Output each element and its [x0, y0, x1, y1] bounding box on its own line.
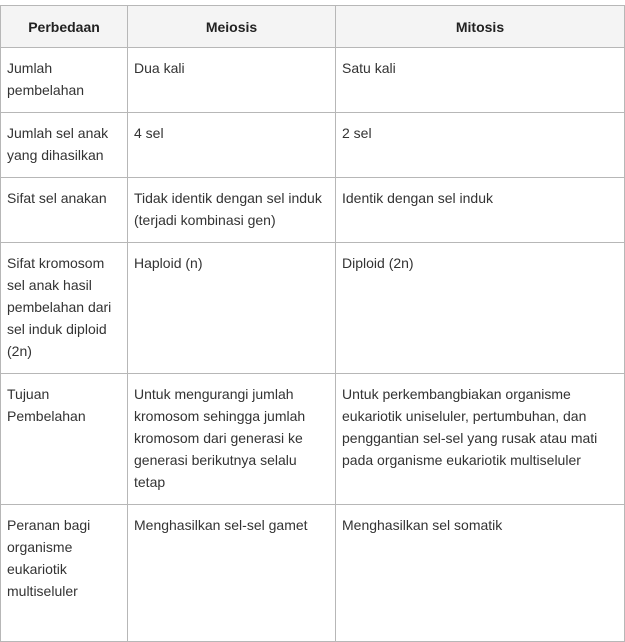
row-label-cell: Sifat sel anakan: [1, 178, 128, 243]
meiosis-cell: Dua kali: [128, 48, 336, 113]
row-label-cell: Jumlah pembelahan: [1, 48, 128, 113]
comparison-table: [0, 5, 625, 642]
mitosis-cell: 2 sel: [336, 113, 625, 178]
table-row: [1, 505, 625, 642]
table-row: [1, 243, 625, 374]
mitosis-cell: Menghasilkan sel somatik: [336, 505, 625, 642]
header-row: [1, 6, 625, 48]
row-label-cell: Sifat kromosom sel anak hasil pembelahan dari sel induk diploid (2n): [1, 243, 128, 374]
meiosis-cell: 4 sel: [128, 113, 336, 178]
mitosis-cell: Untuk perkembangbiakan organisme eukariotik uniseluler, pertumbuhan, dan penggantian sel-sel yang rusak atau mati pada organisme eukariotik multiseluler: [336, 374, 625, 505]
row-label-cell: Jumlah sel anak yang dihasilkan: [1, 113, 128, 178]
meiosis-cell: Haploid (n): [128, 243, 336, 374]
row-label-cell: Tujuan Pembelahan: [1, 374, 128, 505]
header-mitosis: Mitosis: [336, 6, 625, 48]
table-row: [1, 48, 625, 113]
meiosis-cell: Menghasilkan sel-sel gamet: [128, 505, 336, 642]
table-header: [1, 6, 625, 48]
mitosis-cell: Diploid (2n): [336, 243, 625, 374]
meiosis-cell: Tidak identik dengan sel induk (terjadi kombinasi gen): [128, 178, 336, 243]
meiosis-cell: Untuk mengurangi jumlah kromosom sehingga jumlah kromosom dari generasi ke generasi berikutnya selalu tetap: [128, 374, 336, 505]
table-body: [1, 48, 625, 642]
mitosis-cell: Satu kali: [336, 48, 625, 113]
table-row: [1, 178, 625, 243]
header-perbedaan: Perbedaan: [1, 6, 128, 48]
table-row: [1, 374, 625, 505]
mitosis-cell: Identik dengan sel induk: [336, 178, 625, 243]
header-meiosis: Meiosis: [128, 6, 336, 48]
table-row: [1, 113, 625, 178]
row-label-cell: Peranan bagi organisme eukariotik multiseluler: [1, 505, 128, 642]
